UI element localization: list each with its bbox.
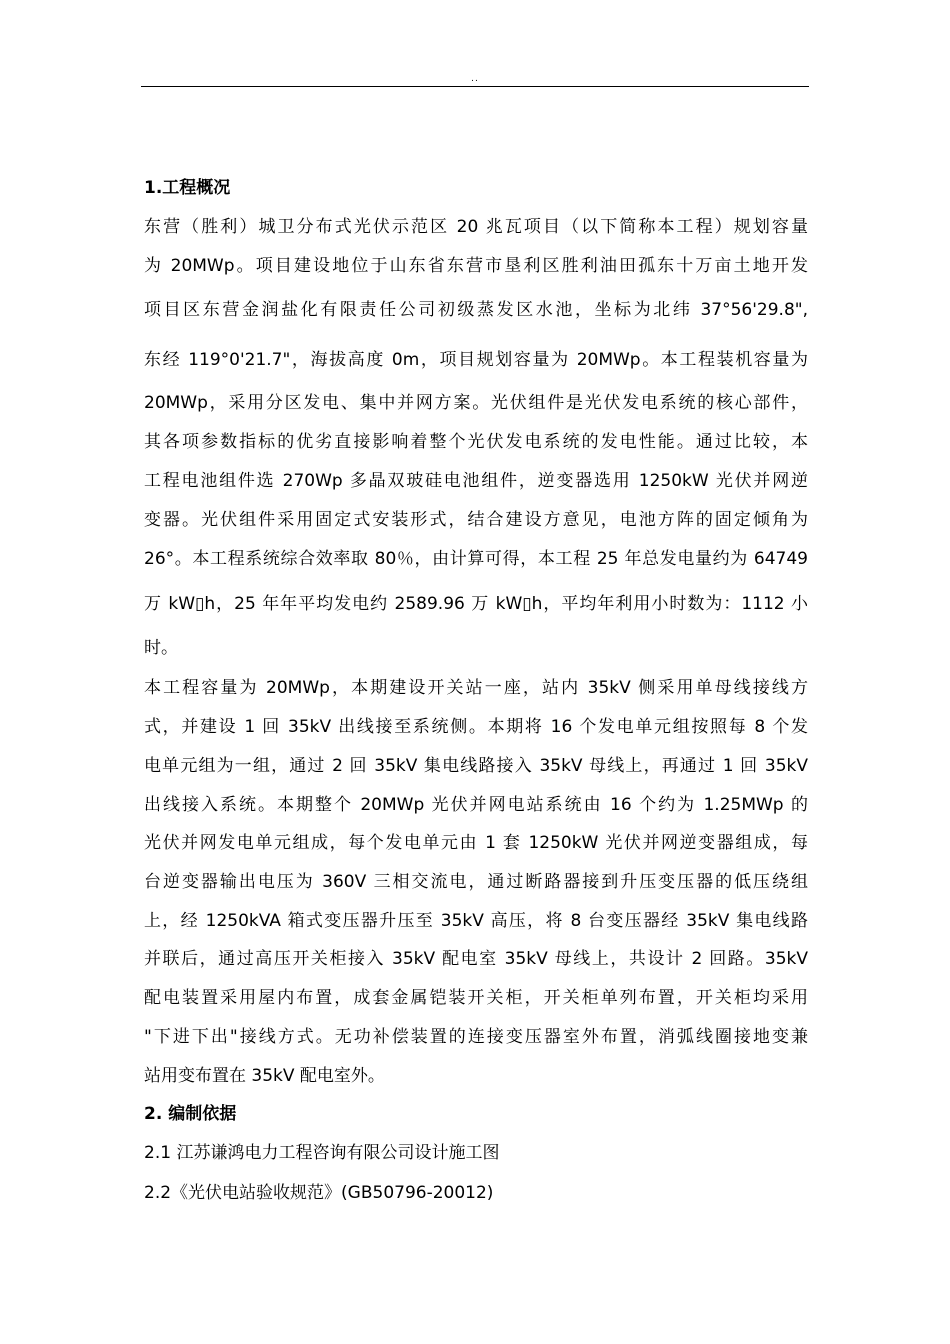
paragraph-line: "下进下出"接线方式。无功补偿装置的连接变压器室外布置，消弧线圈接地变兼: [144, 1027, 808, 1047]
header-mark: ..: [471, 74, 479, 84]
paragraph-line: 光伏并网发电单元组成，每个发电单元由 1 套 1250kW 光伏并网逆变器组成，每: [144, 833, 808, 853]
paragraph-line: 式，并建设 1 回 35kV 出线接至系统侧。本期将 16 个发电单元组按照每 8 个发: [144, 717, 808, 737]
paragraph-line: 为 20MWp。项目建设地位于山东省东营市垦利区胜利油田孤东十万亩土地开发: [144, 256, 808, 276]
paragraph-line: 出线接入系统。本期整个 20MWp 光伏并网电站系统由 16 个约为 1.25MWp 的: [144, 795, 808, 815]
paragraph-line: 20MWp，采用分区发电、集中并网方案。光伏组件是光伏发电系统的核心部件，: [144, 393, 808, 413]
paragraph-line: 时。: [144, 638, 178, 658]
paragraph-line: 东营（胜利）城卫分布式光伏示范区 20 兆瓦项目（以下简称本工程）规划容量: [144, 217, 808, 237]
paragraph-line: 配电装置采用屋内布置，成套金属铠装开关柜，开关柜单列布置，开关柜均采用: [144, 988, 808, 1008]
paragraph-line: 项目区东营金润盐化有限责任公司初级蒸发区水池，坐标为北纬 37°56'29.8",: [144, 300, 808, 320]
paragraph-line: 本工程容量为 20MWp，本期建设开关站一座，站内 35kV 侧采用单母线接线方: [144, 678, 808, 698]
paragraph-line: 变器。光伏组件采用固定式安装形式，结合建设方意见，电池方阵的固定倾角为: [144, 510, 808, 530]
reference-item: 2.1 江苏谦鸿电力工程咨询有限公司设计施工图: [144, 1143, 500, 1163]
paragraph-line: 东经 119°0'21.7"，海拔高度 0m，项目规划容量为 20MWp。本工程装机容量为: [144, 350, 808, 370]
section-2-heading: 2. 编制依据: [144, 1104, 237, 1124]
paragraph-line: 上，经 1250kVA 箱式变压器升压至 35kV 高压，将 8 台变压器经 35kV 集电线路: [144, 911, 808, 931]
reference-item: 2.2《光伏电站验收规范》(GB50796-20012): [144, 1183, 494, 1203]
paragraph-line: 万 kW▯h，25 年年平均发电约 2589.96 万 kW▯h，平均年利用小时数为：1112 小: [144, 594, 808, 614]
paragraph-line: 26°。本工程系统综合效率取 80％，由计算可得，本工程 25 年总发电量约为 64749: [144, 549, 808, 569]
section-1-heading: 1.工程概况: [144, 178, 231, 198]
paragraph-line: 其各项参数指标的优劣直接影响着整个光伏发电系统的发电性能。通过比较，本: [144, 432, 808, 452]
paragraph-line: 电单元组为一组，通过 2 回 35kV 集电线路接入 35kV 母线上，再通过 1 回 35kV: [144, 756, 808, 776]
paragraph-line: 站用变布置在 35kV 配电室外。: [144, 1066, 385, 1086]
paragraph-line: 台逆变器输出电压为 360V 三相交流电，通过断路器接到升压变压器的低压绕组: [144, 872, 808, 892]
paragraph-line: 工程电池组件选 270Wp 多晶双玻硅电池组件，逆变器选用 1250kW 光伏并网逆: [144, 471, 808, 491]
header-divider: [141, 86, 809, 87]
paragraph-line: 并联后，通过高压开关柜接入 35kV 配电室 35kV 母线上，共设计 2 回路。35kV: [144, 949, 808, 969]
